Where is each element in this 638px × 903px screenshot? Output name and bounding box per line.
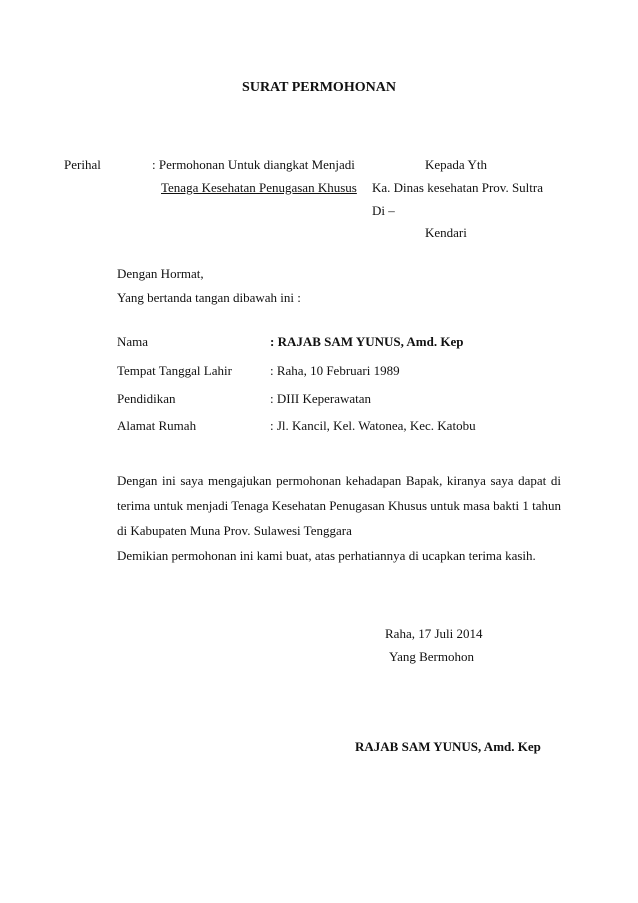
field-label-pendidikan: Pendidikan <box>117 391 176 406</box>
greeting-line-1: Dengan Hormat, <box>117 266 204 281</box>
body-line-2: terima untuk menjadi Tenaga Kesehatan Penugasan Khusus untuk masa bakti 1 tahun <box>117 498 561 513</box>
perihal-label: Perihal <box>64 157 101 172</box>
field-label-ttl: Tempat Tanggal Lahir <box>117 363 232 378</box>
field-value-nama: : RAJAB SAM YUNUS, Amd. Kep <box>270 334 464 349</box>
field-value-alamat: : Jl. Kancil, Kel. Watonea, Kec. Katobu <box>270 418 476 433</box>
closing-role: Yang Bermohon <box>389 649 474 664</box>
recipient-line-4: Kendari <box>425 225 467 240</box>
recipient-line-3: Di – <box>372 203 395 218</box>
perihal-line-2: Tenaga Kesehatan Penugasan Khusus <box>161 180 357 195</box>
signer-name: RAJAB SAM YUNUS, Amd. Kep <box>355 739 541 754</box>
field-label-alamat: Alamat Rumah <box>117 418 197 433</box>
field-label-nama: Nama <box>117 334 149 349</box>
body-paragraph <box>117 468 561 568</box>
place-date: Raha, 17 Juli 2014 <box>385 626 483 641</box>
greeting-line-2: Yang bertanda tangan dibawah ini : <box>117 290 301 305</box>
field-value-ttl: : Raha, 10 Februari 1989 <box>270 363 400 378</box>
body-line-4: Demikian permohonan ini kami buat, atas perhatiannya di ucapkan terima kasih. <box>117 548 536 563</box>
perihal-line-1: : Permohonan Untuk diangkat Menjadi <box>152 157 355 172</box>
recipient-line-2: Ka. Dinas kesehatan Prov. Sultra <box>372 180 544 195</box>
letter-title: SURAT PERMOHONAN <box>242 80 396 95</box>
body-line-1: Dengan ini saya mengajukan permohonan kehadapan Bapak, kiranya saya dapat di <box>117 473 561 488</box>
field-value-pendidikan: : DIII Keperawatan <box>270 391 372 406</box>
recipient-line-1: Kepada Yth <box>425 157 487 172</box>
body-line-3: di Kabupaten Muna Prov. Sulawesi Tenggara <box>117 523 352 538</box>
